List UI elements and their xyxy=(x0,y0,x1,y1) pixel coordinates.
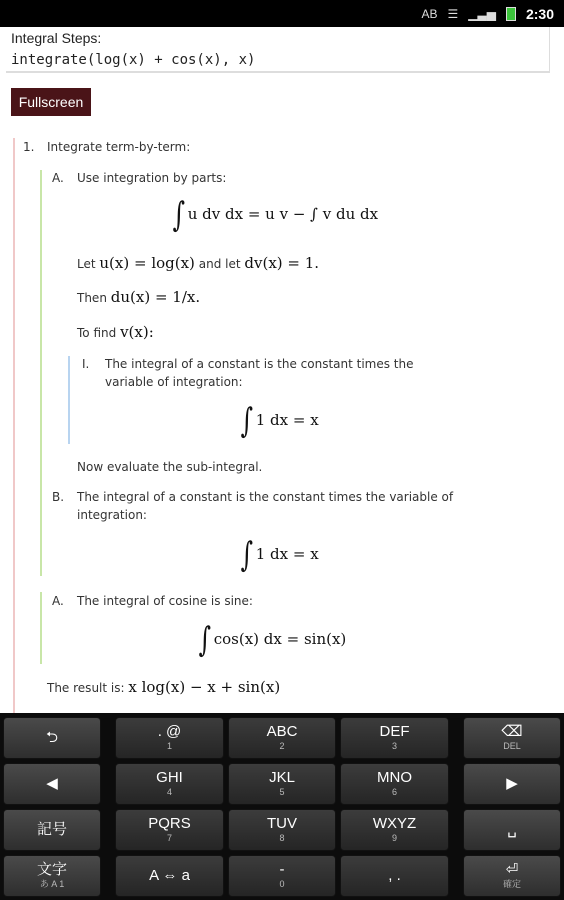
key-1[interactable]: . @ 1 xyxy=(115,717,224,759)
step-i-line1: The integral of a constant is the constant times the xyxy=(105,357,414,371)
step-a2-letter: A. xyxy=(52,594,64,608)
header-label: Integral Steps: xyxy=(11,30,102,46)
key-3[interactable]: DEF 3 xyxy=(340,717,449,759)
key-0[interactable]: - 0 xyxy=(228,855,336,897)
to-find-line: To find v(x): xyxy=(77,323,154,341)
soft-keyboard xyxy=(0,713,564,900)
step-a-letter: A. xyxy=(52,171,64,185)
header-expression: integrate(log(x) + cos(x), x) xyxy=(11,52,256,68)
step-rail-a xyxy=(40,170,42,576)
key-enter[interactable]: ⏎ 確定 xyxy=(463,855,561,897)
cos-formula: ∫ cos(x) dx = sin(x) xyxy=(198,620,347,660)
key-8[interactable]: TUV 8 xyxy=(228,809,336,851)
integral-sign-icon: ∫ xyxy=(172,195,186,235)
step-1-number: 1. xyxy=(23,140,35,154)
key-input-mode[interactable]: 文字 あ A 1 xyxy=(3,855,101,897)
step-b-line1: The integral of a constant is the constant times the variable of xyxy=(77,490,454,504)
then-line: Then du(x) = 1/x. xyxy=(77,288,201,306)
integral-sign-icon: ∫ xyxy=(240,535,254,575)
undo-icon: ⮌ xyxy=(45,729,58,746)
step-rail-i xyxy=(68,356,70,444)
step-i-line2: variable of integration: xyxy=(105,375,243,389)
ab-icon: AB xyxy=(421,6,438,21)
let-line: Let u(x) = log(x) and let dv(x) = 1. xyxy=(77,254,320,272)
step-a-text: Use integration by parts: xyxy=(77,171,227,185)
battery-icon xyxy=(506,7,516,21)
clock: 2:30 xyxy=(525,5,554,22)
key-punctuation[interactable]: , . xyxy=(340,855,449,897)
left-arrow-icon: ◀ xyxy=(46,775,58,792)
integral-header xyxy=(6,27,550,73)
key-space[interactable] xyxy=(463,809,561,851)
right-arrow-icon: ▶ xyxy=(506,775,518,792)
now-evaluate-text: Now evaluate the sub-integral. xyxy=(77,460,263,474)
key-4[interactable]: GHI 4 xyxy=(115,763,224,805)
menu-icon: ☰ xyxy=(447,6,459,21)
key-delete[interactable]: ⌫ DEL xyxy=(463,717,561,759)
step-b-line2: integration: xyxy=(77,508,147,522)
key-6[interactable]: MNO 6 xyxy=(340,763,449,805)
signal-icon: ▁▃▅ xyxy=(468,6,496,21)
key-symbols[interactable]: 記号 xyxy=(3,809,101,851)
integral-2-formula: ∫ 1 dx = x xyxy=(240,535,319,575)
parts-formula: ∫ u dv dx = u v − ∫ v du dx xyxy=(172,195,379,235)
key-9[interactable]: WXYZ 9 xyxy=(340,809,449,851)
status-bar xyxy=(0,0,564,27)
step-a2-text: The integral of cosine is sine: xyxy=(77,594,253,608)
key-case-toggle[interactable]: A ⇔ a xyxy=(115,855,224,897)
integral-sign-icon: ∫ xyxy=(240,401,254,441)
integral-sign-icon: ∫ xyxy=(198,620,212,660)
key-2[interactable]: ABC 2 xyxy=(228,717,336,759)
integral-1-formula: ∫ 1 dx = x xyxy=(240,401,319,441)
key-7[interactable]: PQRS 7 xyxy=(115,809,224,851)
result-line: The result is: x log(x) − x + sin(x) xyxy=(47,678,281,696)
backspace-icon: ⌫ xyxy=(501,723,523,740)
key-5[interactable]: JKL 5 xyxy=(228,763,336,805)
step-rail-a2 xyxy=(40,592,42,664)
key-left[interactable] xyxy=(3,763,101,805)
step-1-text: Integrate term-by-term: xyxy=(47,140,191,154)
enter-icon: ⏎ xyxy=(505,861,519,878)
fullscreen-button[interactable]: Fullscreen xyxy=(11,88,91,116)
step-rail-1 xyxy=(13,138,15,713)
space-icon: ␣ xyxy=(507,821,517,838)
key-right[interactable] xyxy=(463,763,561,805)
key-undo[interactable] xyxy=(3,717,101,759)
steps-content xyxy=(0,128,564,713)
step-i-number: I. xyxy=(82,357,90,371)
step-b-letter: B. xyxy=(52,490,65,504)
